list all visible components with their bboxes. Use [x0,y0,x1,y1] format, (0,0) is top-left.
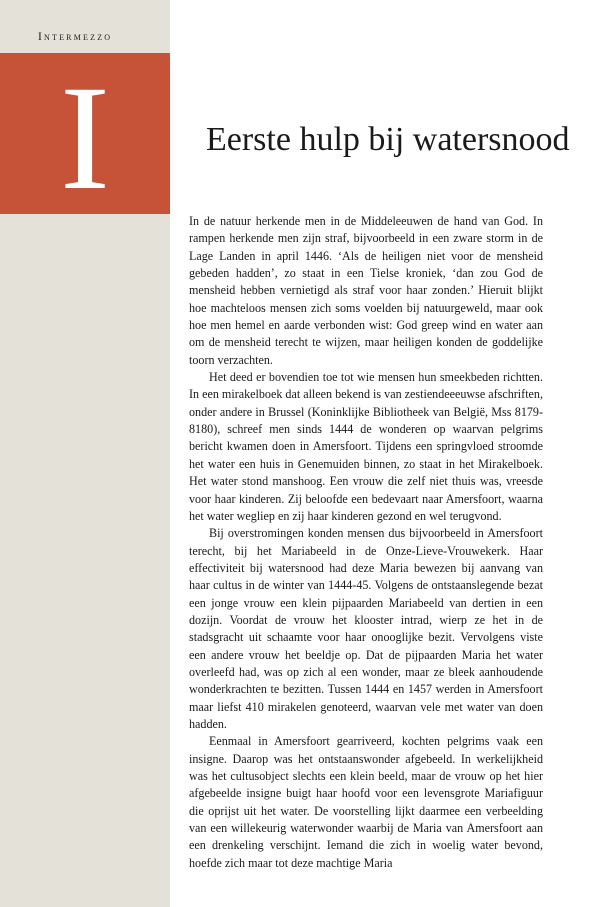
paragraph: Het deed er bovendien toe tot wie mensen hun smeekbeden richtten. In een mirakelboek dat alleen bekend is van zestiendeeeuwse afschriften, onder andere in Brussel (Koninklijke Bibliotheek van België, Mss 8179-8180), schreef men sinds 1444 de wonderen op waarvan pelgrims bericht kwamen doen in Amersfoort. Tijdens een springvloed stroomde het water een huis in Genemuiden binnen, zo staat in het Mirakelboek. Het water stond manshoog. Een vrouw die zelf niet thuis was, vreesde voor haar kinderen. Zij beloofde een bedevaart naar Amersfoort, waarna het water wegliep en zij haar kinderen gezond en wel terugvond. [189,370,543,523]
side-panel [0,0,170,907]
page-title: Eerste hulp bij watersnood [206,121,570,158]
drop-initial-box [0,53,170,221]
paragraph: Eenmaal in Amersfoort gearriveerd, kochten pelgrims vaak een insigne. Daarop was het ontstaanswonder afgebeeld. In werkelijkheid was het cultusobject slechts een klein beeld, maar de vrouw op het hier afgebeelde insigne buigt haar hoofd voor een levensgrote Mariafiguur die oprijst uit het water. De voorstelling lijkt daarmee een verbeelding van een willekeurig waterwonder waarbij de Maria van Amersfoort aan een drenkeling verschijnt. Iemand die zich in woelig water bevond, hoefde zich maar tot deze machtige Maria [189,734,543,870]
section-label: Intermezzo [38,31,113,43]
paragraph: Bij overstromingen konden mensen dus bijvoorbeeld in Amersfoort terecht, bij het Mariabeeld in de Onze-Lieve-Vrouwekerk. Haar effectiviteit bij watersnood had deze Maria bewezen bij aanvang van haar cultus in de winter van 1444-45. Volgens de ontstaanslegende bezat een jonge vrouw een klein pijpaarden Mariabeeld van dertien in een dozijn. Voordat de vrouw het klooster intrad, wierp ze het in de stadsgracht uit schaamte voor haar onooglijke bezit. Vervolgens viste een andere vrouw het beeldje op. Dat de pijpaarden Maria het water overleefd had, was op zich al een wonder, maar ze bleek aanhoudende wonderkrachten te bezitten. Tussen 1444 en 1457 werden in Amersfoort maar liefst 410 mirakelen genoteerd, waarvan vele met water van doen hadden. [189,526,543,731]
body-text [189,213,543,872]
paragraph: In de natuur herkende men in de Middeleeuwen de hand van God. In rampen herkende men zijn straf, bijvoorbeeld in een zware storm in de Lage Landen in april 1446. ‘Als de heiligen niet voor de mensheid gebeden hadden’, zo staat in een Tielse kroniek, ‘dan zou God de mensheid hebben vernietigd als straf voor haar zonden.’ Hieruit blijkt hoe machteloos mensen zich soms voelden bij natuurgeweld, maar ook hoe men hemel en aarde verbonden wist: God greep wind en water aan om de mensheid terecht te wijzen, maar heiligen konden de goddelijke toorn verzachten. [189,214,543,367]
drop-initial-letter: I [60,55,110,221]
